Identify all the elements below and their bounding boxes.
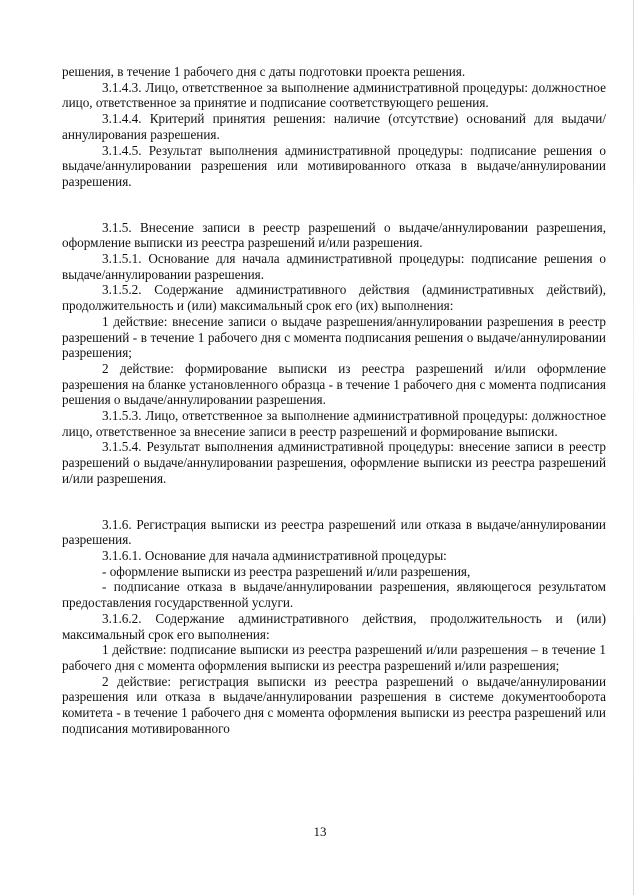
paragraph: 2 действие: регистрация выписки из реестра разрешений о выдаче/аннулировании разрешения или отказа в выдаче/аннулировании разрешения в системе документооборота комитета - в течение 1 рабочего дня с момента оформления выписки из реестра разрешений или подписания мотивированного [62, 673, 606, 736]
paragraph: 3.1.6.1. Основание для начала административной процедуры: [102, 547, 447, 563]
paragraph: 3.1.4.4. Критерий принятия решения: наличие (отсутствие) оснований для выдачи/аннулирования разрешения. [62, 111, 606, 142]
paragraph: 3.1.6.2. Содержание административного действия, продолжительность и (или) максимальный срок его выполнения: [62, 610, 606, 642]
paragraph: 3.1.5.3. Лицо, ответственное за выполнение административной процедуры: должностное лицо, ответственное за внесение записи в реестр разрешений и формирование выписки. [62, 408, 606, 439]
paragraph: - подписание отказа в выдаче/аннулировании разрешения, являющегося результатом предоставления государственной услуги. [62, 579, 606, 611]
paragraph: 3.1.6. Регистрация выписки из реестра разрешений или отказа в выдаче/аннулировании разрешения. [62, 516, 606, 548]
paragraph: решения, в течение 1 рабочего дня с даты подготовки проекта решения. [62, 64, 466, 79]
paragraph: - оформление выписки из реестра разрешений и/или разрешения, [102, 563, 471, 579]
page-number: 13 [313, 824, 327, 839]
paragraph: 3.1.5.4. Результат выполнения административной процедуры: внесение записи в реестр разрешений о выдаче/аннулировании разрешения, оформление выписки из реестра разрешений и/или разрешения. [62, 439, 606, 486]
document-text [62, 64, 606, 736]
paragraph: 1 действие: подписание выписки из реестра разрешений и/или разрешения – в течение 1 рабочего дня с момента оформления выписки из реестра разрешений и/или разрешения; [62, 642, 606, 673]
paragraph: 2 действие: формирование выписки из реестра разрешений и/или оформление разрешения на бланке установленного образца - в течение 1 рабочего дня с момента подписания решения о выдаче/аннулировании разрешения. [62, 360, 606, 408]
page-edge [633, 0, 634, 895]
paragraph: 3.1.4.5. Результат выполнения административной процедуры: подписание решения о выдаче/аннулировании разрешения или мотивированного отказа в выдаче/аннулировании разрешения. [62, 142, 606, 189]
paragraph: 3.1.5. Внесение записи в реестр разрешений о выдаче/аннулировании разрешения, оформление выписки из реестра разрешений и/или разрешения. [62, 219, 606, 251]
paragraph: 3.1.5.1. Основание для начала административной процедуры: подписание решения о выдаче/аннулировании разрешения. [62, 251, 606, 282]
paragraph: 1 действие: внесение записи о выдаче разрешения/аннулировании разрешения в реестр разрешений - в течение 1 рабочего дня с момента подписания решения о выдаче/аннулировании разрешения; [62, 313, 606, 361]
paragraph: 3.1.4.3. Лицо, ответственное за выполнение административной процедуры: должностное лицо, ответственное за принятие и подписание соответствующего решения. [62, 79, 606, 111]
paragraph: 3.1.5.2. Содержание административного действия (административных действий), продолжительность и (или) максимальный срок его (их) выполнения: [62, 282, 606, 314]
paragraph-gap [62, 487, 606, 517]
paragraph-gap [62, 190, 606, 220]
